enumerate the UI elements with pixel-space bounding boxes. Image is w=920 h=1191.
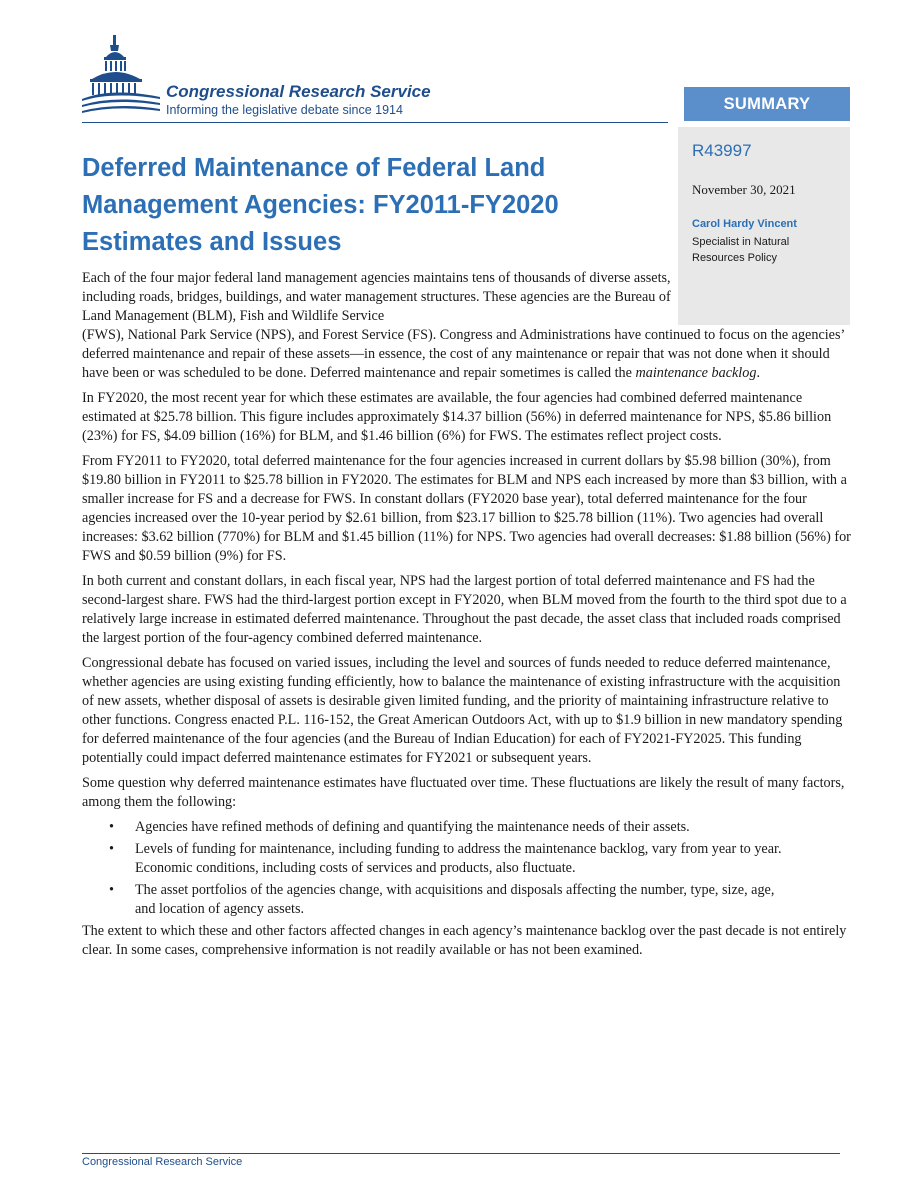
paragraph bbox=[82, 269, 852, 383]
report-date: November 30, 2021 bbox=[692, 182, 796, 197]
bullet-icon: • bbox=[109, 841, 114, 857]
report-id: R43997 bbox=[692, 141, 752, 160]
bullet-item bbox=[109, 840, 785, 878]
header-divider bbox=[82, 122, 668, 123]
summary-body bbox=[82, 269, 852, 966]
organization-tagline: Informing the legislative debate since 1914 bbox=[166, 103, 403, 117]
page-title: Deferred Maintenance of Federal Land Management Agencies: FY2011-FY2020 Estimates and Issues bbox=[82, 154, 559, 256]
paragraph: Some question why deferred maintenance estimates have fluctuated over time. These fluctuations are likely the result of many factors, among them the following: bbox=[82, 775, 845, 810]
bullet-text: Levels of funding for maintenance, including funding to address the maintenance backlog, vary from year to year. Economic conditions, including costs of services and products, also fluctuate. bbox=[135, 841, 782, 876]
crs-logo bbox=[82, 35, 682, 125]
bullet-text: Agencies have refined methods of defining and quantifying the maintenance needs of their assets. bbox=[135, 819, 690, 835]
bullet-item bbox=[109, 818, 785, 837]
bullet-icon: • bbox=[109, 819, 114, 835]
bullet-list bbox=[82, 818, 852, 919]
paragraph: Congressional debate has focused on varied issues, including the level and sources of funds needed to reduce deferred maintenance, whether agencies are using existing funding efficiently, how to balance the maintenance of existing infrastructure with the acquisition of new assets, whether disposal of assets is desirable given limited funding, and the priority of maintaining infrastructure relative to other functions. Congress enacted P.L. 116-152, the Great American Outdoors Act, with up to $1.9 billion in new mandatory spending for deferred maintenance of the four agencies (and the Bureau of Indian Education) for each of FY2021-FY2025. This funding potentially could impact deferred maintenance estimates for FY2021 or subsequent years. bbox=[82, 655, 843, 766]
paragraph: The extent to which these and other factors affected changes in each agency’s maintenance backlog over the past decade is not entirely clear. In some cases, comprehensive information is not readily available or has not been examined. bbox=[82, 923, 847, 958]
bullet-text: The asset portfolios of the agencies change, with acquisitions and disposals affecting the number, type, size, age, and location of agency assets. bbox=[135, 882, 775, 917]
paragraph: From FY2011 to FY2020, total deferred maintenance for the four agencies increased in current dollars by $5.98 billion (30%), from $19.80 billion in FY2011 to $25.78 billion in FY2020. The estimates for BLM and NPS each increased by more than $3 billion, with a smaller increase for FS and a decrease for FWS. In constant dollars (FY2020 base year), total deferred maintenance for the four agencies increased over the 10-year period by $2.61 billion, from $23.17 billion to $25.78 billion (11%). Two agencies had overall increases: $3.62 billion (770%) for BLM and $1.45 billion (11%) for NPS. Two agencies had overall decreases: $1.88 billion (56%) for FWS and $0.59 billion (9%) for FS. bbox=[82, 453, 851, 564]
paragraph-emphasis: maintenance backlog bbox=[635, 365, 757, 381]
paragraph-text: (FWS), National Park Service (NPS), and Forest Service (FS). Congress and Administrations have continued to focus on the agencies’ deferred maintenance and repair of these assets—in essence, the cost of any maintenance or repair that was not done when it should have been or was scheduled to be done. Deferred maintenance and repair sometimes is called the bbox=[82, 327, 845, 381]
footer-divider bbox=[82, 1153, 840, 1154]
bullet-icon: • bbox=[109, 882, 114, 898]
paragraph: In both current and constant dollars, in each fiscal year, NPS had the largest portion of total deferred maintenance and FS had the second-largest share. FWS had the third-largest portion except in FY2020, when BLM moved from the fourth to the third spot due to a relatively large increase in estimated deferred maintenance. Throughout the past decade, the asset class that included roads comprised the largest portion of the four-agency combined deferred maintenance. bbox=[82, 573, 847, 646]
summary-tab: SUMMARY bbox=[684, 87, 850, 121]
author-title: Specialist in Natural Resources Policy bbox=[692, 236, 790, 264]
capitol-dome-icon bbox=[82, 35, 162, 121]
bullet-item bbox=[109, 881, 785, 919]
paragraph-text: Each of the four major federal land management agencies maintains tens of thousands of diverse assets, including roads, bridges, buildings, and water management structures. These agencies are the Bureau of Land Management (BLM), Fish and Wildlife Service bbox=[82, 270, 671, 324]
footer-text: Congressional Research Service bbox=[82, 1156, 243, 1168]
organization-name: Congressional Research Service bbox=[166, 82, 431, 101]
paragraph-text: . bbox=[756, 365, 760, 381]
author-name: Carol Hardy Vincent bbox=[692, 218, 797, 230]
paragraph: In FY2020, the most recent year for which these estimates are available, the four agencies had combined deferred maintenance estimated at $25.78 billion. This figure includes approximately $14.37 billion (56%) in deferred maintenance for NPS, $5.86 billion (23%) for FS, $4.09 billion (16%) for BLM, and $1.46 billion (6%) for FWS. The estimates reflect project costs. bbox=[82, 390, 832, 444]
